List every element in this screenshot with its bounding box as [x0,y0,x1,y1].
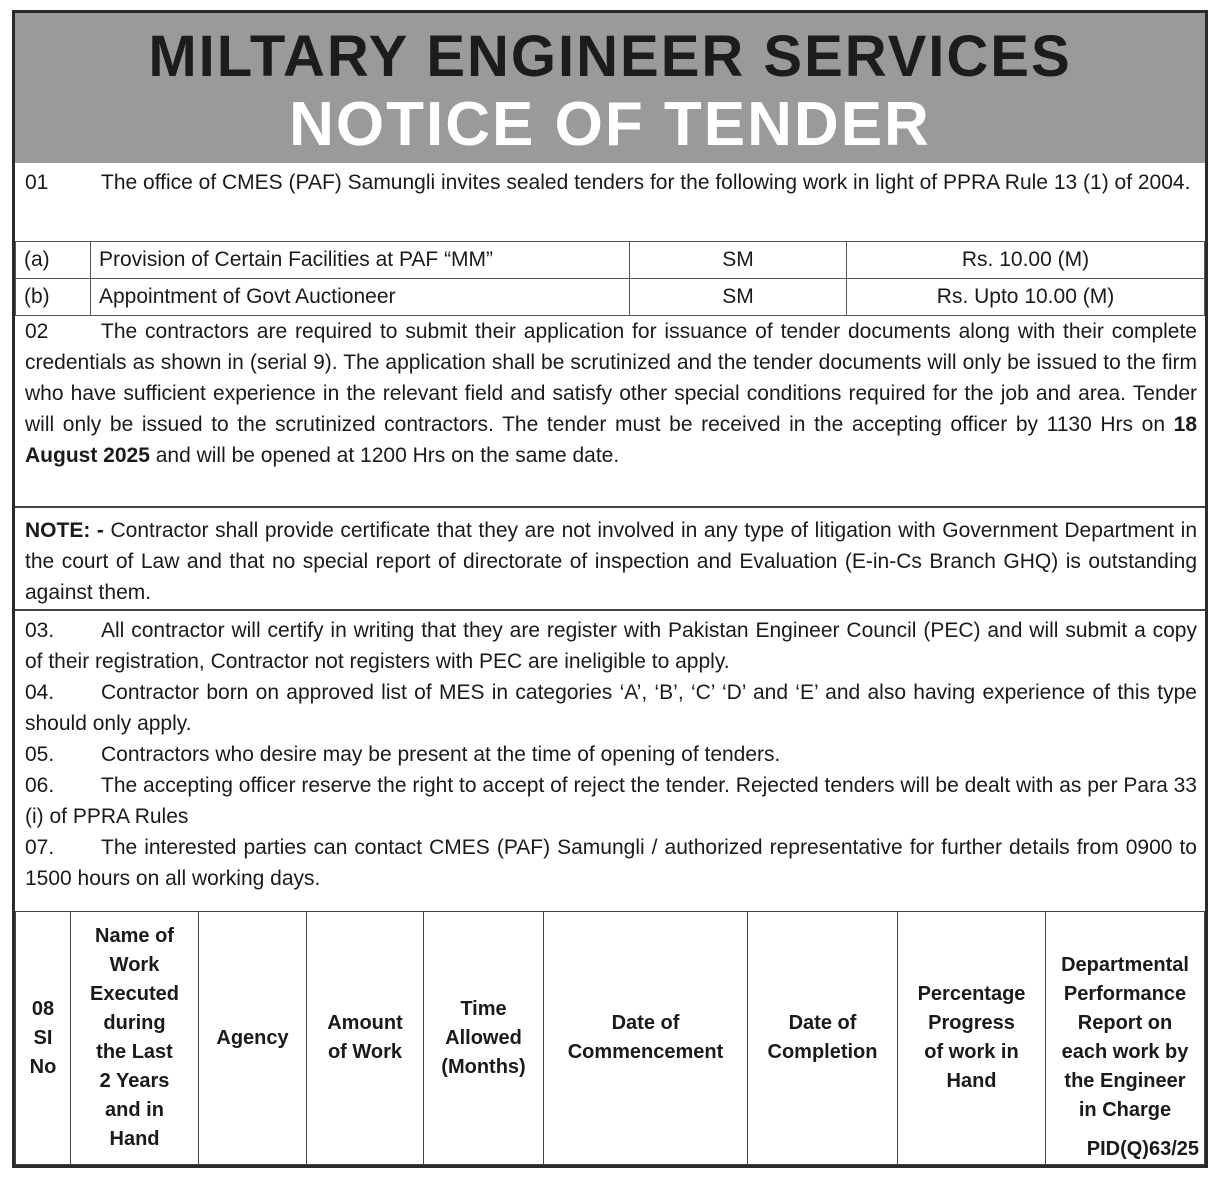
work-category: SM [630,242,847,279]
paragraph-number: 05. [25,743,55,766]
paragraph-05 [25,739,1197,770]
works-table [15,241,1205,316]
paragraph-number: 07. [25,836,55,859]
paragraph-text: The office of CMES (PAF) Samungli invites sealed tenders for the following work in light of PPRA Rule 13 (1) of 2004. [101,171,1191,194]
notice-title: NOTICE OF TENDER [289,90,931,159]
column-header-performance-report: Departmental Performance Report on each work by the Engineer in Charge [1046,912,1205,1165]
organization-title: MILTARY ENGINEER SERVICES [148,24,1072,89]
paragraph-text: The contractors are required to submit their application for issuance of tender documents along with their complete credentials as shown in (serial 9). The application shall be scrutinized and the tender documents will only be issued to the firm who have sufficient experience in the relevant field and satisfy other special conditions required for the job and area. Tender will only be issued to the scrutinized contractors. The tender must be received in the accepting officer by 1130 Hrs on [25,320,1197,436]
paragraph-number: 02 [25,320,49,343]
column-header-work-name: Name of Work Executed during the Last 2 Years and in Hand [71,912,199,1165]
paragraph-01 [25,167,1197,198]
table-row [16,242,1205,279]
paragraph-number: 01 [25,171,49,194]
paragraph-text: All contractor will certify in writing that they are register with Pakistan Engineer Council (PEC) and will submit a copy of their registration, Contractor not registers with PEC are ineligible to apply. [25,619,1197,673]
column-header-time-allowed: Time Allowed (Months) [424,912,544,1165]
paragraph-02 [25,316,1197,471]
note-paragraph [25,515,1197,608]
column-header-agency: Agency [199,912,307,1165]
paragraph-04 [25,677,1197,739]
paragraph-text: The interested parties can contact CMES (PAF) Samungli / authorized representative for further details from 0900 to 1500 hours on all working days. [25,836,1197,890]
work-cost: Rs. Upto 10.00 (M) [847,279,1205,316]
work-id: (b) [16,279,91,316]
paragraph-list [25,615,1197,894]
column-header-commencement: Date of Commencement [544,912,748,1165]
work-name: Provision of Certain Facilities at PAF “MM” [91,242,630,279]
paragraph-number: 03. [25,619,55,642]
divider [15,609,1205,611]
column-header-serial: 08 SI No [16,912,71,1165]
column-header-progress: Percentage Progress of work in Hand [898,912,1046,1165]
work-category: SM [630,279,847,316]
paragraph-text: The accepting officer reserve the right to accept of reject the tender. Rejected tenders will be dealt with as per Para 33 (i) of PPRA Rules [25,774,1197,828]
paragraph-number: 06. [25,774,55,797]
paragraph-number: 04. [25,681,55,704]
paragraph-06 [25,770,1197,832]
work-id: (a) [16,242,91,279]
paragraph-07 [25,832,1197,894]
paragraph-text: and will be opened at 1200 Hrs on the same date. [149,444,620,467]
note-label: NOTE: - [25,519,104,542]
notice-header [15,13,1205,163]
column-header-completion: Date of Completion [748,912,898,1165]
paragraph-text: Contractor born on approved list of MES in categories ‘A’, ‘B’, ‘C’ ‘D’ and ‘E’ and also having experience of this type should only apply. [25,681,1197,735]
note-text: Contractor shall provide certificate that they are not involved in any type of litigation with Government Department in the court of Law and that no special report of directorate of inspection and Evaluation (E-in-Cs Branch GHQ) is outstanding against them. [25,519,1198,604]
divider [15,506,1205,508]
column-header-amount: Amount of Work [307,912,424,1165]
publication-id: PID(Q)63/25 [1081,1136,1201,1161]
paragraph-03 [25,615,1197,677]
paragraph-text: Contractors who desire may be present at the time of opening of tenders. [101,743,781,766]
table-header-row [16,912,1205,1165]
tender-notice [12,10,1208,1168]
closing-date: 18 August 2025 [25,413,1197,467]
credentials-table [15,911,1205,1165]
table-row [16,279,1205,316]
work-name: Appointment of Govt Auctioneer [91,279,630,316]
work-cost: Rs. 10.00 (M) [847,242,1205,279]
